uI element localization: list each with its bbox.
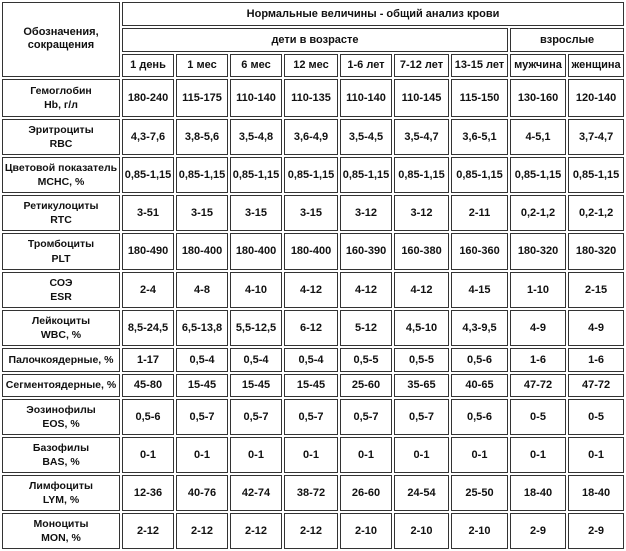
value-cell: 0,5-4	[284, 348, 338, 371]
value-cell: 0,5-7	[340, 399, 392, 435]
parameter-abbr: BAS, %	[42, 455, 80, 468]
value-cell: 0,5-7	[230, 399, 282, 435]
parameter-name: Лимфоциты	[29, 479, 93, 492]
value-cell: 40-76	[176, 475, 228, 511]
value-cell: 15-45	[176, 374, 228, 397]
value-cell: 5-12	[340, 310, 392, 346]
value-cell: 3-12	[394, 195, 449, 231]
value-cell: 0-1	[394, 437, 449, 473]
value-cell: 3,5-4,5	[340, 119, 392, 155]
parameter-name: Палочкоядерные, %	[8, 353, 114, 366]
value-cell: 0-1	[510, 437, 566, 473]
age-header: 13-15 лет	[451, 54, 508, 77]
value-cell: 2-10	[451, 513, 508, 549]
value-cell: 180-490	[122, 233, 174, 270]
value-cell: 1-10	[510, 272, 566, 308]
value-cell: 25-60	[340, 374, 392, 397]
value-cell: 3-12	[340, 195, 392, 231]
value-cell: 12-36	[122, 475, 174, 511]
age-header: 1 мес	[176, 54, 228, 77]
parameter-name: Цветовой показатель	[4, 161, 118, 174]
age-header: мужчина	[510, 54, 566, 77]
value-cell: 15-45	[230, 374, 282, 397]
parameter-name: Эозинофилы	[26, 403, 96, 416]
value-cell: 3,5-4,7	[394, 119, 449, 155]
value-cell: 45-80	[122, 374, 174, 397]
parameter-name: Эритроциты	[28, 123, 94, 136]
value-cell: 2-10	[340, 513, 392, 549]
value-cell: 4-12	[340, 272, 392, 308]
value-cell: 180-400	[284, 233, 338, 270]
age-header: 6 мес	[230, 54, 282, 77]
age-header: 1-6 лет	[340, 54, 392, 77]
value-cell: 26-60	[340, 475, 392, 511]
value-cell: 3,6-5,1	[451, 119, 508, 155]
value-cell: 1-17	[122, 348, 174, 371]
table-row	[2, 195, 624, 231]
value-cell: 2-15	[568, 272, 624, 308]
value-cell: 0,5-7	[394, 399, 449, 435]
row-label	[2, 157, 120, 193]
table-row	[2, 119, 624, 155]
value-cell: 2-12	[122, 513, 174, 549]
value-cell: 3-51	[122, 195, 174, 231]
value-cell: 3-15	[284, 195, 338, 231]
table-row	[2, 310, 624, 346]
value-cell: 3-15	[230, 195, 282, 231]
parameter-abbr: MON, %	[41, 531, 81, 544]
value-cell: 0-1	[568, 437, 624, 473]
value-cell: 0,5-4	[230, 348, 282, 371]
value-cell: 0,5-5	[340, 348, 392, 371]
table-title: Нормальные величины - общий анализ крови	[122, 2, 624, 26]
table-row	[2, 513, 624, 549]
age-header: женщина	[568, 54, 624, 77]
value-cell: 2-9	[568, 513, 624, 549]
value-cell: 180-400	[176, 233, 228, 270]
row-label	[2, 272, 120, 308]
value-cell: 120-140	[568, 79, 624, 117]
value-cell: 4-8	[176, 272, 228, 308]
value-cell: 0-5	[510, 399, 566, 435]
value-cell: 3-15	[176, 195, 228, 231]
parameter-name: Базофилы	[32, 441, 90, 454]
value-cell: 0,85-1,15	[394, 157, 449, 193]
parameter-abbr: Hb, г/л	[44, 99, 78, 112]
value-cell: 0,2-1,2	[510, 195, 566, 231]
value-cell: 1-6	[510, 348, 566, 371]
table-row	[2, 79, 624, 117]
row-label	[2, 348, 120, 371]
value-cell: 40-65	[451, 374, 508, 397]
corner-line2: сокращения	[27, 39, 95, 52]
value-cell: 3,8-5,6	[176, 119, 228, 155]
table-row	[2, 475, 624, 511]
row-label	[2, 195, 120, 231]
value-cell: 1-6	[568, 348, 624, 371]
value-cell: 2-12	[176, 513, 228, 549]
table-row	[2, 157, 624, 193]
value-cell: 0,5-6	[451, 399, 508, 435]
parameter-name: Моноциты	[33, 517, 89, 530]
value-cell: 0,85-1,15	[568, 157, 624, 193]
header-corner	[2, 2, 120, 77]
table-row	[2, 399, 624, 435]
value-cell: 2-12	[230, 513, 282, 549]
value-cell: 0-5	[568, 399, 624, 435]
row-label	[2, 374, 120, 397]
value-cell: 160-390	[340, 233, 392, 270]
value-cell: 160-360	[451, 233, 508, 270]
parameter-abbr: WBC, %	[40, 329, 82, 342]
value-cell: 0,85-1,15	[230, 157, 282, 193]
parameter-name: Гемоглобин	[30, 84, 92, 97]
value-cell: 0,5-4	[176, 348, 228, 371]
value-cell: 0,5-7	[176, 399, 228, 435]
value-cell: 130-160	[510, 79, 566, 117]
value-cell: 4-9	[510, 310, 566, 346]
value-cell: 0,85-1,15	[284, 157, 338, 193]
adults-group-header: взрослые	[510, 28, 624, 51]
value-cell: 5,5-12,5	[230, 310, 282, 346]
value-cell: 0,85-1,15	[176, 157, 228, 193]
value-cell: 0-1	[230, 437, 282, 473]
parameter-name: Сегментоядерные, %	[5, 379, 117, 392]
value-cell: 0-1	[284, 437, 338, 473]
parameter-abbr: RBC	[49, 138, 73, 151]
value-cell: 2-9	[510, 513, 566, 549]
value-cell: 0,2-1,2	[568, 195, 624, 231]
parameter-abbr: PLT	[51, 252, 71, 265]
row-label	[2, 79, 120, 117]
value-cell: 115-175	[176, 79, 228, 117]
value-cell: 3,6-4,9	[284, 119, 338, 155]
parameter-abbr: LYM, %	[42, 493, 80, 506]
value-cell: 18-40	[568, 475, 624, 511]
corner-line1: Обозначения,	[23, 25, 99, 38]
table-row	[2, 374, 624, 397]
parameter-name: Ретикулоциты	[23, 199, 99, 212]
value-cell: 47-72	[510, 374, 566, 397]
parameter-abbr: ESR	[50, 291, 72, 304]
value-cell: 0-1	[122, 437, 174, 473]
value-cell: 110-145	[394, 79, 449, 117]
row-label	[2, 233, 120, 270]
value-cell: 24-54	[394, 475, 449, 511]
value-cell: 47-72	[568, 374, 624, 397]
value-cell: 18-40	[510, 475, 566, 511]
value-cell: 110-135	[284, 79, 338, 117]
row-label	[2, 399, 120, 435]
value-cell: 4-10	[230, 272, 282, 308]
value-cell: 0,5-6	[122, 399, 174, 435]
value-cell: 0,5-5	[394, 348, 449, 371]
table-row	[2, 348, 624, 371]
value-cell: 4-15	[451, 272, 508, 308]
value-cell: 180-320	[510, 233, 566, 270]
value-cell: 15-45	[284, 374, 338, 397]
value-cell: 2-12	[284, 513, 338, 549]
age-header: 7-12 лет	[394, 54, 449, 77]
parameter-name: СОЭ	[49, 277, 73, 290]
value-cell: 0,85-1,15	[340, 157, 392, 193]
value-cell: 35-65	[394, 374, 449, 397]
value-cell: 115-150	[451, 79, 508, 117]
table-row	[2, 437, 624, 473]
parameter-abbr: EOS, %	[42, 417, 80, 430]
value-cell: 4-12	[394, 272, 449, 308]
value-cell: 2-11	[451, 195, 508, 231]
value-cell: 4,3-7,6	[122, 119, 174, 155]
value-cell: 180-320	[568, 233, 624, 270]
age-header: 1 день	[122, 54, 174, 77]
value-cell: 0,85-1,15	[451, 157, 508, 193]
row-label	[2, 119, 120, 155]
value-cell: 6,5-13,8	[176, 310, 228, 346]
value-cell: 42-74	[230, 475, 282, 511]
value-cell: 0,5-6	[451, 348, 508, 371]
value-cell: 110-140	[230, 79, 282, 117]
value-cell: 3,5-4,8	[230, 119, 282, 155]
value-cell: 0,5-7	[284, 399, 338, 435]
value-cell: 180-240	[122, 79, 174, 117]
value-cell: 180-400	[230, 233, 282, 270]
row-label	[2, 437, 120, 473]
value-cell: 0,85-1,15	[510, 157, 566, 193]
value-cell: 38-72	[284, 475, 338, 511]
value-cell: 110-140	[340, 79, 392, 117]
value-cell: 6-12	[284, 310, 338, 346]
value-cell: 0,85-1,15	[122, 157, 174, 193]
parameter-name: Лейкоциты	[31, 315, 91, 328]
value-cell: 25-50	[451, 475, 508, 511]
value-cell: 2-4	[122, 272, 174, 308]
value-cell: 0-1	[176, 437, 228, 473]
children-group-header: дети в возрасте	[122, 28, 508, 51]
age-header: 12 мес	[284, 54, 338, 77]
value-cell: 0-1	[451, 437, 508, 473]
value-cell: 160-380	[394, 233, 449, 270]
value-cell: 4-9	[568, 310, 624, 346]
value-cell: 0-1	[340, 437, 392, 473]
value-cell: 8,5-24,5	[122, 310, 174, 346]
table-row	[2, 233, 624, 270]
value-cell: 4-5,1	[510, 119, 566, 155]
parameter-abbr: RTC	[50, 214, 72, 227]
row-label	[2, 310, 120, 346]
row-label	[2, 513, 120, 549]
value-cell: 4,5-10	[394, 310, 449, 346]
value-cell: 4-12	[284, 272, 338, 308]
value-cell: 4,3-9,5	[451, 310, 508, 346]
parameter-abbr: MCHC, %	[37, 176, 85, 189]
table-row	[2, 272, 624, 308]
row-label	[2, 475, 120, 511]
value-cell: 3,7-4,7	[568, 119, 624, 155]
value-cell: 2-10	[394, 513, 449, 549]
parameter-name: Тромбоциты	[27, 238, 95, 251]
